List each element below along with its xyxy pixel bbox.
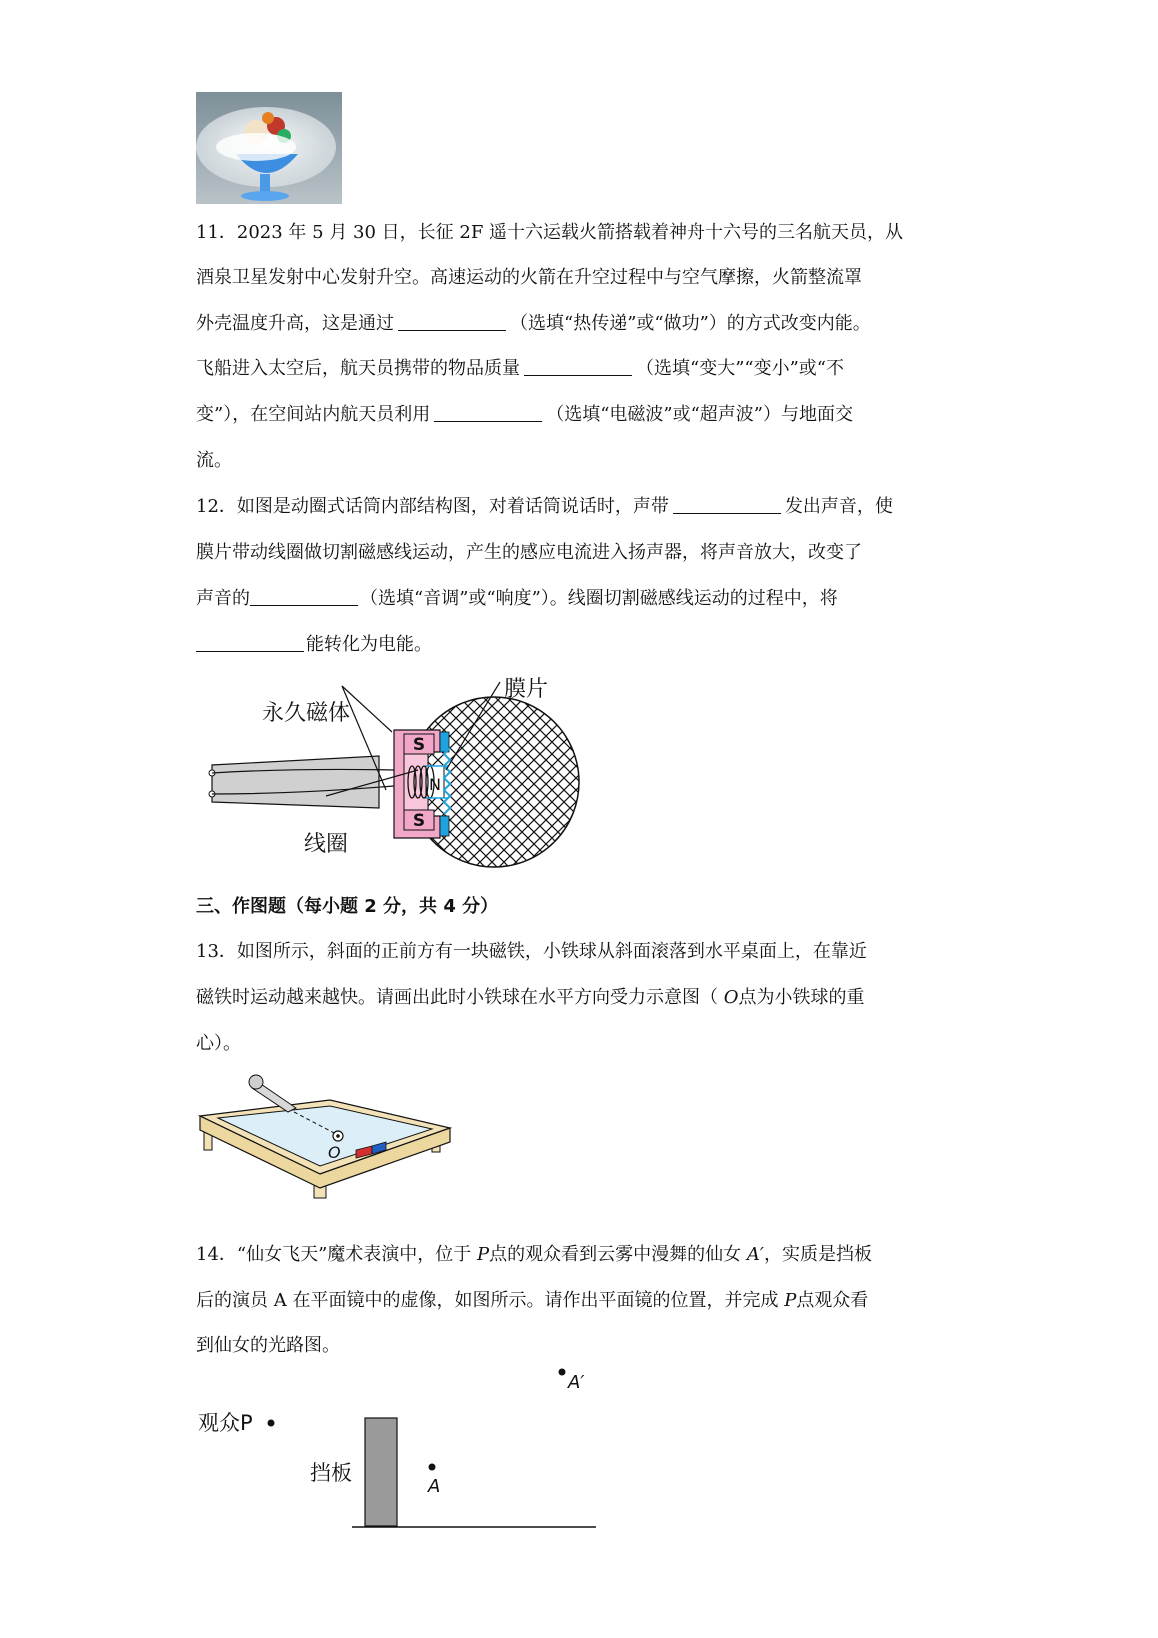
- q11-line-4-a: 飞船进入太空后，航天员携带的物品质量: [196, 358, 520, 379]
- answer-blank-wave[interactable]: [434, 403, 542, 422]
- q12-line-3-a: 声音的: [196, 588, 250, 609]
- q14-line-2-b: 点观众看: [796, 1290, 869, 1311]
- q14-line-1: [196, 1243, 872, 1267]
- q14-p-symbol: P: [477, 1244, 490, 1265]
- q13-line-2-a: 磁铁时运动越来越快。请画出此时小铁球在水平方向受力示意图（: [196, 987, 718, 1008]
- answer-blank-heat[interactable]: [398, 312, 506, 331]
- q12-line-2: 膜片带动线圈做切割磁感线运动，产生的感应电流进入扬声器，将声音放大，改变了: [196, 542, 862, 563]
- answer-blank-loudness[interactable]: [250, 587, 358, 606]
- q14-line-1-c: ，实质是挡板: [764, 1244, 872, 1265]
- q11-line-3: [196, 312, 871, 336]
- microphone-diagram: [204, 670, 584, 870]
- q14-line-2: [196, 1289, 868, 1313]
- q12-line-4-b: 能转化为电能。: [306, 634, 432, 655]
- barrier-board: [365, 1418, 397, 1526]
- answer-blank-energy[interactable]: [196, 633, 304, 652]
- q14-line-3: 到仙女的光路图。: [196, 1335, 340, 1356]
- q14-line-1-b: 点的观众看到云雾中漫舞的仙女: [489, 1244, 742, 1265]
- mic-pole-s-bottom: S: [412, 811, 426, 831]
- q11-line-2: 酒泉卫星发射中心发射升空。高速运动的火箭在升空过程中与空气摩擦，火箭整流罩: [196, 267, 862, 288]
- mic-pole-n: N: [429, 775, 441, 794]
- q13-line-3: 心）。: [196, 1033, 241, 1054]
- q14-line-1-a: 14．“仙女飞天”魔术表演中，位于: [196, 1244, 472, 1265]
- fig-a-label: A: [428, 1476, 441, 1497]
- q11-line-4: [196, 357, 844, 381]
- q12-line-1-a: 12．如图是动圈式话筒内部结构图，对着话筒说话时，声带: [196, 496, 669, 517]
- actor-point: [429, 1464, 436, 1471]
- viewer-point: [268, 1420, 275, 1427]
- q11-line-5: [196, 403, 853, 427]
- q11-line-5-a: 变”），在空间站内航天员利用: [196, 404, 431, 425]
- q11-line-3-b: （选填“热传递”或“做功”）的方式改变内能。: [510, 313, 871, 334]
- q11-line-5-b: （选填“电磁波”或“超声波”）与地面交: [546, 404, 854, 425]
- mic-label-diaphragm: 膜片: [504, 677, 549, 702]
- q11-line-4-b: （选填“变大”“变小”或“不: [636, 358, 845, 379]
- answer-blank-mass[interactable]: [524, 357, 632, 376]
- q12-line-4: [196, 633, 432, 657]
- mic-pole-s-top: S: [412, 735, 426, 755]
- q12-line-1-b: 发出声音，使: [784, 496, 893, 517]
- q11-line-1: 11．2023 年 5 月 30 日，长征 2F 遥十六运载火箭搭载着神舟十六号的三名航天员，从: [196, 222, 904, 243]
- fig-o-label: O: [328, 1143, 341, 1162]
- q12-line-1: [196, 495, 893, 519]
- answer-blank-vocal[interactable]: [673, 495, 781, 514]
- q14-line-2-a: 后的演员 A 在平面镜中的虚像，如图所示。请作出平面镜的位置，并完成: [196, 1290, 779, 1311]
- q12-line-3: [196, 587, 838, 611]
- mic-label-magnet: 永久磁体: [262, 701, 351, 726]
- fig-viewer-label: 观众P: [198, 1411, 253, 1435]
- dessert-photo: [196, 92, 342, 204]
- fig-board-label: 挡板: [310, 1461, 352, 1485]
- q14-aprime-symbol: A′: [746, 1244, 764, 1265]
- q12-line-3-b: （选填“音调”或“响度”）。线圈切割磁感线运动的过程中，将: [360, 588, 838, 609]
- q14-p-symbol-2: P: [784, 1290, 797, 1311]
- q13-line-2-b: 点为小铁球的重: [738, 987, 865, 1008]
- section-heading: 三、作图题（每小题 2 分，共 4 分）: [196, 896, 499, 917]
- mic-label-coil: 线圈: [304, 832, 349, 857]
- q13-o-symbol: O: [723, 987, 739, 1008]
- q11-line-6: 流。: [196, 450, 232, 471]
- q13-line-2: [196, 986, 865, 1010]
- incline-table-diagram: [196, 1068, 456, 1208]
- fig-aprime-label: A′: [568, 1372, 585, 1393]
- q11-line-3-a: 外壳温度升高，这是通过: [196, 313, 394, 334]
- mirror-figure: [190, 1360, 610, 1540]
- q13-line-1: 13．如图所示，斜面的正前方有一块磁铁，小铁球从斜面滚落到水平桌面上，在靠近: [196, 941, 867, 962]
